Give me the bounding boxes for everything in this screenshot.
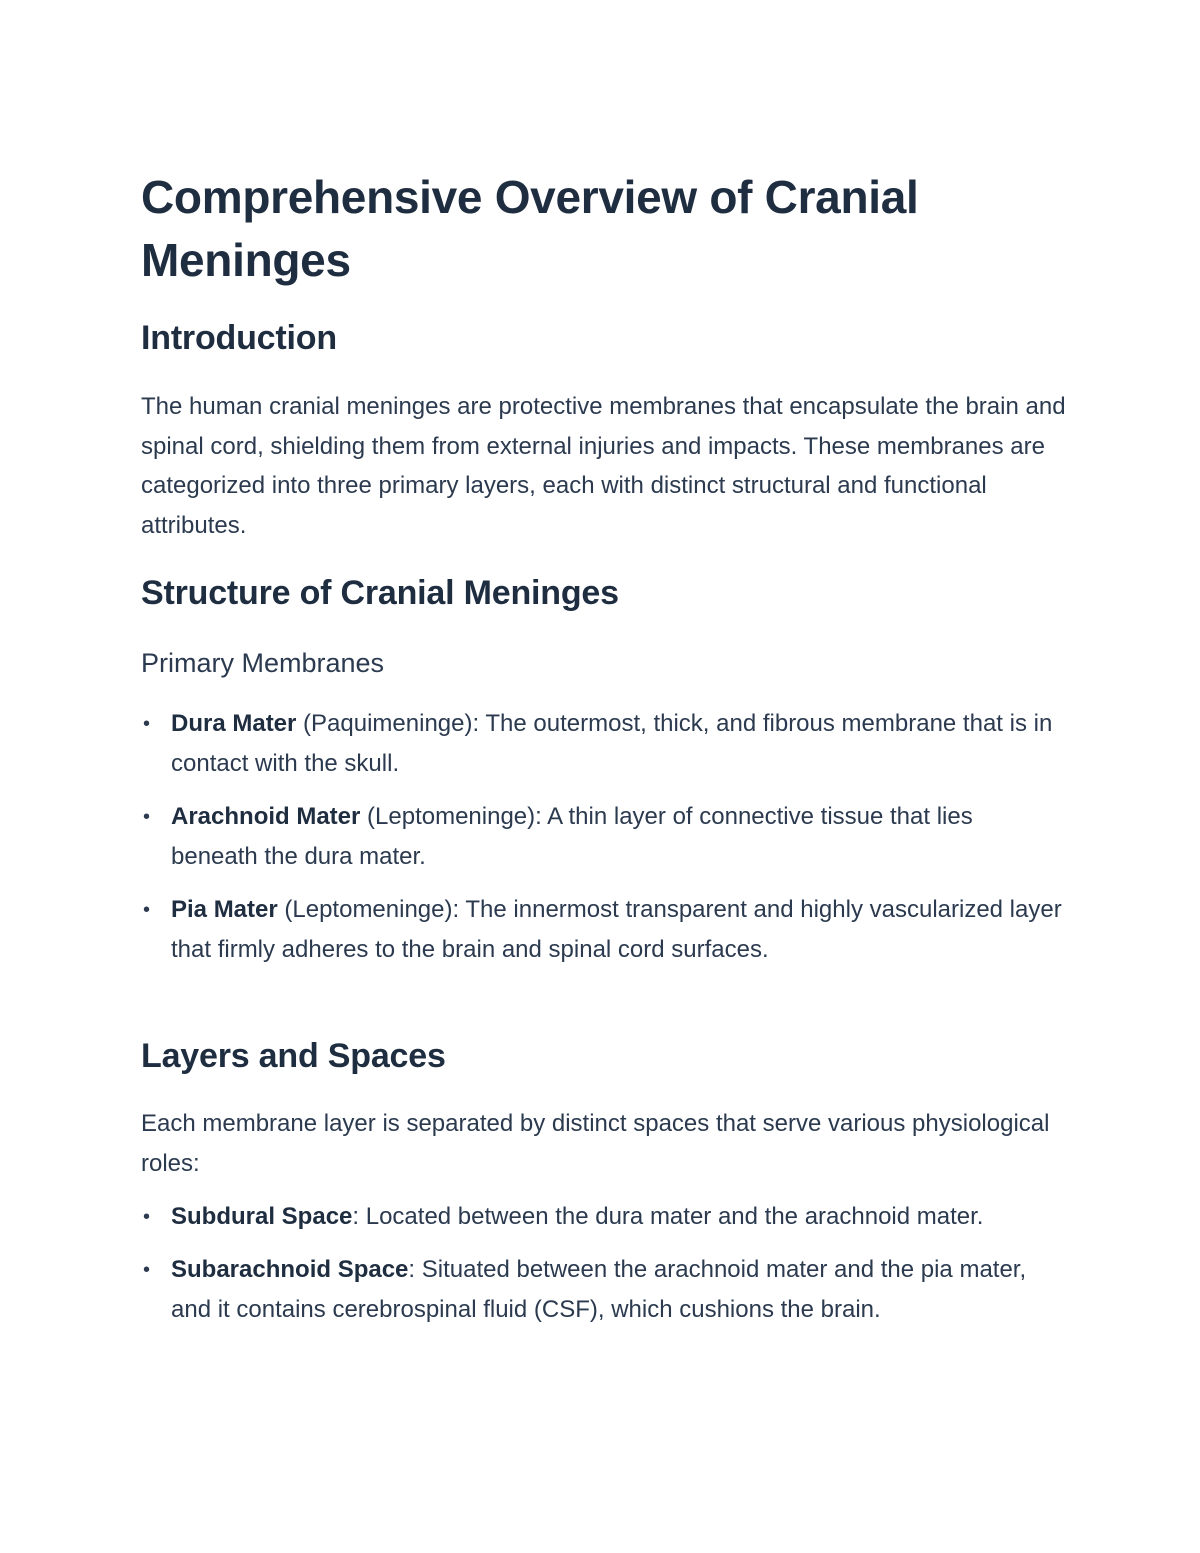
list-item-term: Subdural Space (171, 1203, 353, 1230)
bullet-icon: • (143, 713, 151, 735)
list-item (141, 704, 1066, 784)
list-item (141, 890, 1066, 970)
layers-heading: Layers and Spaces (141, 1037, 446, 1075)
structure-heading: Structure of Cranial Meninges (141, 574, 619, 612)
list-item-text: (Leptomeninge): The innermost transparent and highly vascularized layer that firmly adheres to the brain and spinal cord surfaces. (171, 896, 1062, 963)
list-item-text: (Leptomeninge): A thin layer of connective tissue that lies beneath the dura mater. (171, 803, 973, 870)
list-item (141, 797, 1066, 877)
bullet-icon: • (143, 806, 151, 828)
list-item-text: : Situated between the arachnoid mater and the pia mater, and it contains cerebrospinal fluid (CSF), which cushions the brain. (171, 1256, 1027, 1323)
membranes-list (141, 704, 1066, 983)
layers-paragraph: Each membrane layer is separated by distinct spaces that serve various physiological roles: (141, 1110, 1050, 1177)
introduction-heading: Introduction (141, 319, 337, 357)
bullet-icon: • (143, 1259, 151, 1281)
list-item-term: Dura Mater (171, 710, 297, 737)
bullet-icon: • (143, 1206, 151, 1228)
list-item (141, 1197, 1066, 1237)
list-item-text: : Located between the dura mater and the arachnoid mater. (352, 1203, 984, 1230)
list-item (141, 1250, 1066, 1330)
page-title: Comprehensive Overview of Cranial Meninges (141, 171, 919, 286)
list-item-term: Pia Mater (171, 896, 278, 923)
primary-membranes-subheading: Primary Membranes (141, 648, 385, 678)
spaces-list (141, 1197, 1066, 1343)
list-item-text: (Paquimeninge): The outermost, thick, and fibrous membrane that is in contact with the skull. (171, 710, 1053, 777)
list-item-term: Arachnoid Mater (171, 803, 361, 830)
introduction-paragraph: The human cranial meninges are protective membranes that encapsulate the brain and spinal cord, shielding them from external injuries and impacts. These membranes are categorized into three primary layers, each with distinct structural and functional attributes. (141, 393, 1066, 539)
list-item-term: Subarachnoid Space (171, 1256, 409, 1283)
bullet-icon: • (143, 899, 151, 921)
